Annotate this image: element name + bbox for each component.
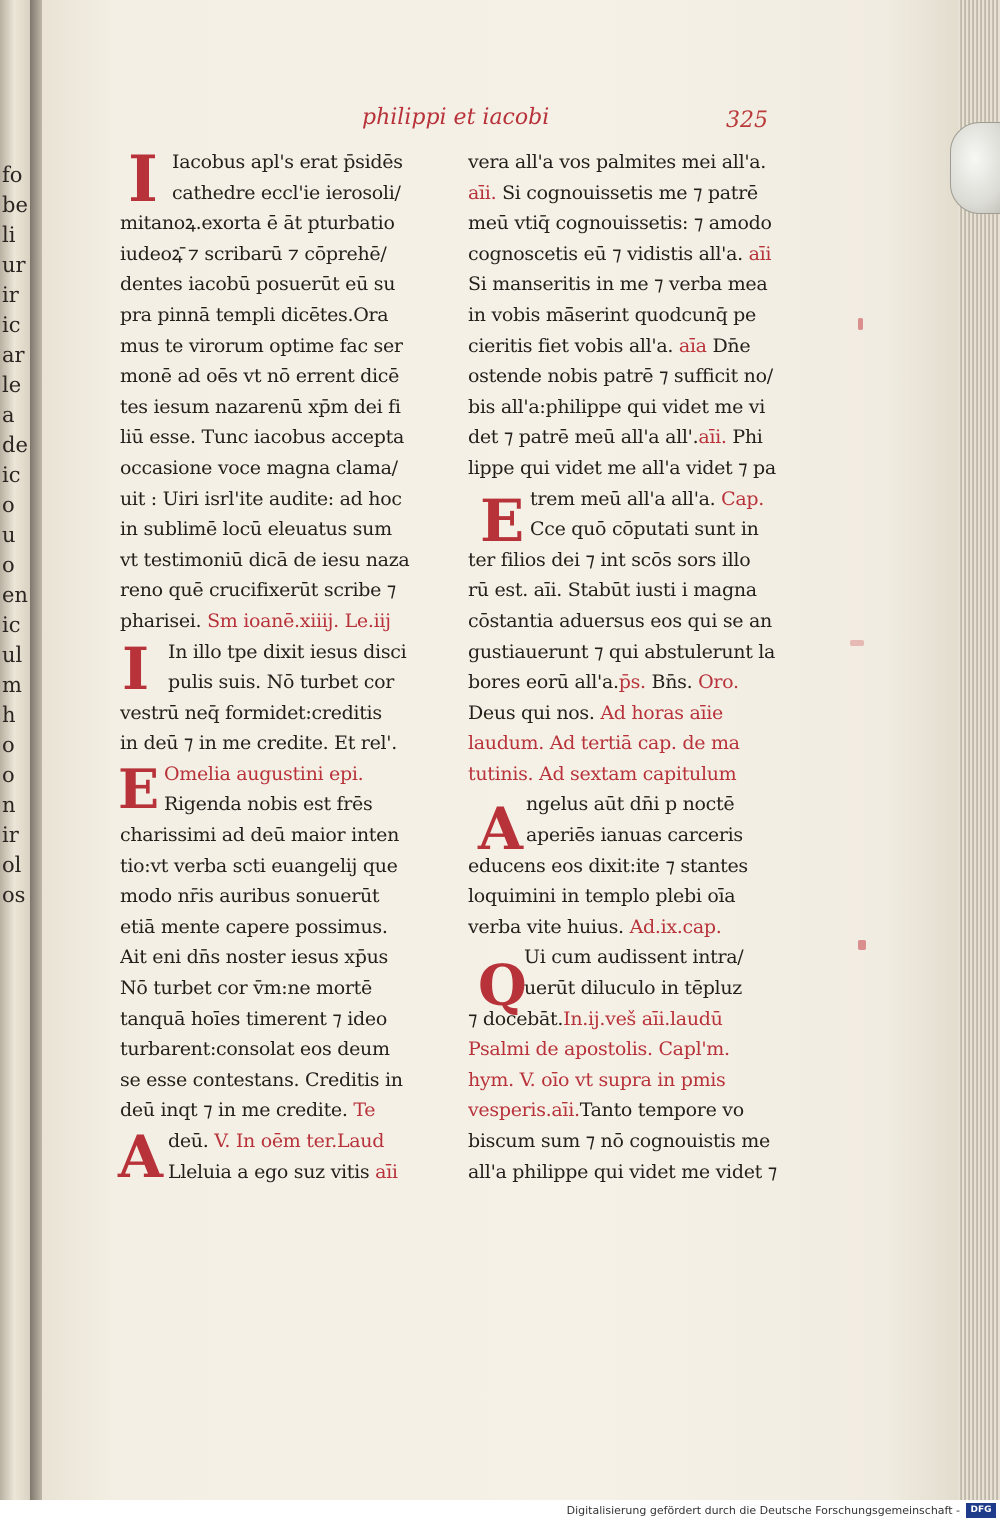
text-line: bis all'a:philippe qui videt me vi <box>468 395 766 418</box>
initial-I-iacobus: I <box>128 142 158 217</box>
text-segment: Deus qui nos. <box>468 701 595 724</box>
rubric: Ad horas aīie <box>600 701 723 724</box>
text-segment: Dn̄e <box>712 334 751 357</box>
rubric: aīi. <box>468 181 497 204</box>
rubric: aīi <box>748 242 772 265</box>
rubric-line: Omelia augustini epi. <box>164 762 364 785</box>
text-line: gustiauerunt ⁊ qui abstulerunt la <box>468 640 776 663</box>
text-line: pulis suis. Nō turbet cor <box>168 671 395 694</box>
text-line: uerūt diluculo in tēpluz <box>524 977 742 1000</box>
text-line: all'a philippe qui videt me videt ⁊ <box>468 1160 777 1183</box>
text-line: in deū ⁊ in me credite. Et rel'. <box>120 732 397 755</box>
text-line <box>468 178 813 209</box>
text-segment: Lleluia a ego suz vitis <box>168 1160 370 1183</box>
text-segment: ⁊ docebāt. <box>468 1007 564 1030</box>
text-line: rū est. aīi. Stabūt iusti i magna <box>468 579 757 602</box>
text-line: tanquā hoīes timerent ⁊ ideo <box>120 1007 387 1030</box>
rubric: In.ij.veš aīi.laudū <box>563 1007 723 1030</box>
text-segment: trem meū all'a all'a. <box>530 487 716 510</box>
text-line: reno quē crucifixerūt scribe ⁊ <box>120 579 396 602</box>
red-ink-mark <box>858 318 863 330</box>
text-segment: Phi <box>732 426 763 449</box>
rubric: Laud <box>336 1130 385 1152</box>
text-line: Rigenda nobis est frēs <box>164 793 373 816</box>
initial-A-lleluia: A <box>118 1123 164 1191</box>
text-line: ter filios dei ⁊ int scōs sors illo <box>468 548 751 571</box>
text-line <box>468 239 813 270</box>
text-line: occasione voce magna clama/ <box>120 456 398 479</box>
page-clip <box>950 122 1000 214</box>
previous-page-margin-text: fo be li ur ir ic ar le a de ic o u o en ic ul m ho o n ir ol os <box>2 163 28 907</box>
text-line: in vobis mā̄serint quodcunq̄ pe <box>468 303 756 326</box>
page-edges <box>958 0 1000 1500</box>
rubric: Ad.ix.cap. <box>629 915 722 938</box>
text-line: aperiēs ianuas carceris <box>526 824 743 847</box>
text-line: mus te virorum optime fac ser <box>120 334 403 357</box>
text-line: mitanoꝝ.exorta ē āt pturbatio <box>120 212 395 235</box>
text-line: cathedre eccl'ie ierosoli/ <box>172 181 401 204</box>
initial-E-rigenda: E <box>118 757 160 821</box>
text-segment: cognoscetis eū ⁊ vidistis all'a. <box>468 242 743 265</box>
rubric-line: tutinis. Ad sextam capitulum <box>468 762 737 785</box>
text-segment: pharisei. <box>120 609 202 632</box>
rubric: aīi <box>375 1160 398 1183</box>
text-line: etiā mente capere possimus. <box>120 915 388 938</box>
initial-Q-qui: Q <box>478 953 527 1019</box>
text-line: liū esse. Tunc iacobus accepta <box>120 426 404 449</box>
previous-page-edge <box>0 0 32 1500</box>
rubric-line: Psalmi de apostolis. Capl'm. <box>468 1038 730 1061</box>
text-line: vera all'a vos palmites mei all'a. <box>468 151 767 173</box>
text-line: iudeoꝝ̄ ⁊ scribarū ⁊ cōprehē/ <box>120 242 387 265</box>
rubric: Cap. <box>721 487 765 510</box>
rubric: vesperis.aīi. <box>468 1099 580 1122</box>
text-line: Si manseritis in me ⁊ verba mea <box>468 273 768 296</box>
text-line: meū vtiq̄ cognouissetis: ⁊ amodo <box>468 212 772 235</box>
text-line: lippe qui videt me all'a videt ⁊ pa <box>468 456 776 479</box>
text-line: Ait eni dn̄s noster iesus xp̄us <box>120 946 388 969</box>
text-line: charissimi ad deū maior inten <box>120 824 400 847</box>
text-segment: Si cognouissetis me ⁊ patrē <box>502 181 758 204</box>
text-line <box>468 484 813 515</box>
initial-E-ecce: E <box>480 487 525 555</box>
text-segment: cieritis fiet vobis all'a. <box>468 334 674 357</box>
text-segment: Tanto tempore vo <box>579 1099 744 1122</box>
text-line: vestrū neq̄ formidet:creditis <box>120 701 382 724</box>
text-line: loquimini in templo plebi oīa <box>468 885 736 908</box>
folio-number: 325 <box>726 108 768 133</box>
text-line: tio:vt verba scti euangelij que <box>120 854 398 877</box>
text-line: biscum sum ⁊ nō cognouistis me <box>468 1130 770 1152</box>
running-header: philippi et iacobi <box>362 105 550 130</box>
text-line: se esse contestans. Creditis in <box>120 1068 403 1091</box>
text-line <box>468 331 813 362</box>
text-line <box>120 1126 465 1157</box>
text-line <box>468 912 813 943</box>
rubric-line: laudum. Ad tertiā cap. de ma <box>468 732 740 755</box>
text-line: In illo tpe dixit iesus disci <box>168 640 407 663</box>
text-segment: deū. <box>168 1130 209 1152</box>
text-line <box>120 606 465 637</box>
text-line <box>468 667 813 698</box>
text-line: vt testimoniū dicā de iesu naza <box>120 548 410 571</box>
text-line <box>120 1095 465 1126</box>
text-line: pra pinnā templi dicētes.Ora <box>120 303 389 326</box>
text-line <box>468 422 813 453</box>
text-line: Iacobus apl's erat p̄sidēs <box>172 151 403 173</box>
right-column <box>468 147 813 1187</box>
text-line: dentes iacobū posuerūt eū su <box>120 273 396 296</box>
text-line <box>468 1004 813 1035</box>
text-line: cōstantia aduersus eos qui se an <box>468 609 772 632</box>
red-ink-mark <box>858 940 866 950</box>
text-segment: det ⁊ patrē meū all'a all'. <box>468 426 699 449</box>
left-column <box>118 142 465 1191</box>
text-line: Ui cum audissent intra/ <box>524 946 744 969</box>
text-line: modo nr̄is auribus sonuerūt <box>120 885 380 908</box>
text-line: ngelus aūt dn̄i p noctē <box>526 793 735 816</box>
text-line <box>468 698 813 729</box>
text-line: uit : Uiri isrl'ite audite: ad hoc <box>120 487 402 510</box>
rubric: Te <box>353 1099 376 1122</box>
text-segment: verba vite huius. <box>468 915 624 938</box>
text-line: in sublimē locū eleuatus sum <box>120 518 392 541</box>
text-segment: bores eorū all'a. <box>468 671 619 694</box>
dfg-logo: DFG <box>966 1503 996 1518</box>
rubric: Oro. <box>698 671 739 694</box>
footer-credit: Digitalisierung gefördert durch die Deutsche Forschungsgemeinschaft - <box>566 1504 960 1517</box>
initial-I-in-illo: I <box>122 635 150 703</box>
text-segment: Bn̄s. <box>651 671 693 694</box>
red-ink-mark <box>850 640 864 646</box>
rubric-line: hym. V. oīo vt supra in pmis <box>468 1068 726 1091</box>
initial-A-angelus: A <box>478 795 524 863</box>
text-line: tes iesum nazarenū xp̄m dei fi <box>120 395 401 418</box>
text-line: Nō turbet cor v̄m:ne mortē <box>120 977 372 1000</box>
rubric: aīa <box>678 334 707 357</box>
text-line <box>120 1157 465 1188</box>
rubric: p̄s. <box>618 671 646 694</box>
rubric: V. In oēm ter. <box>214 1130 337 1152</box>
text-line: monē ad oēs vt nō errent dicē <box>120 365 400 388</box>
text-line: turbarent:consolat eos deum <box>120 1038 390 1061</box>
text-line <box>468 1095 813 1126</box>
rubric: aīi. <box>698 426 727 449</box>
rubric: Sm ioanē.xiiij. Le.iij <box>207 609 391 632</box>
text-line: ostende nobis patrē ⁊ sufficit no/ <box>468 365 773 388</box>
text-line: educens eos dixit:ite ⁊ stantes <box>468 854 748 877</box>
text-line: Cce quō cōputati sunt in <box>530 518 759 541</box>
text-segment: deū inqt ⁊ in me credite. <box>120 1099 348 1122</box>
